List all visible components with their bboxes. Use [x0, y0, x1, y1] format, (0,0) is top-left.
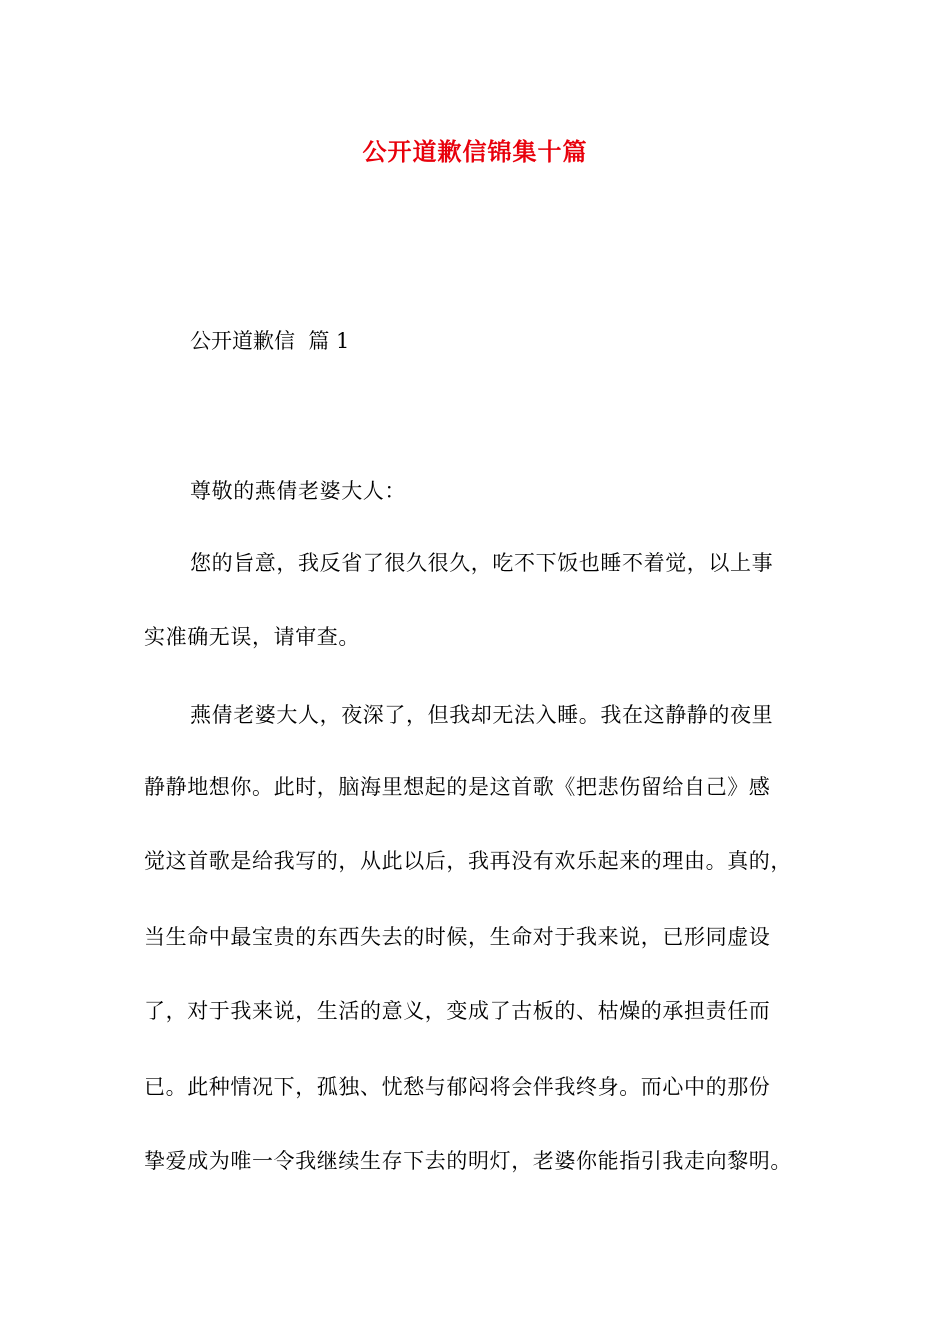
paragraph-line: 挚爱成为唯一令我继续生存下去的明灯，老婆你能指引我走向黎明。 [144, 1149, 792, 1173]
paragraph-line: 当生命中最宝贵的东西失去的时候，生命对于我来说，已形同虚设 [144, 925, 771, 949]
paragraph-line: 已。此种情况下，孤独、忧愁与郁闷将会伴我终身。而心中的那份 [144, 1075, 771, 1099]
paragraph-line: 静静地想你。此时，脑海里想起的是这首歌《把悲伤留给自己》感 [144, 775, 771, 799]
paragraph-line: 实准确无误，请审查。 [144, 625, 360, 649]
salutation: 尊敬的燕倩老婆大人： [190, 479, 406, 503]
paragraph-line: 您的旨意，我反省了很久很久，吃不下饭也睡不着觉，以上事 [190, 551, 774, 575]
paragraph-line: 了，对于我来说，生活的意义，变成了古板的、枯燥的承担责任而 [144, 999, 771, 1023]
document-title: 公开道歉信锦集十篇 [362, 137, 588, 166]
paragraph-line: 觉这首歌是给我写的，从此以后，我再没有欢乐起来的理由。真的， [144, 849, 792, 873]
paragraph-line: 燕倩老婆大人，夜深了，但我却无法入睡。我在这静静的夜里 [190, 703, 774, 727]
section-heading: 公开道歉信 篇 1 [190, 329, 350, 353]
